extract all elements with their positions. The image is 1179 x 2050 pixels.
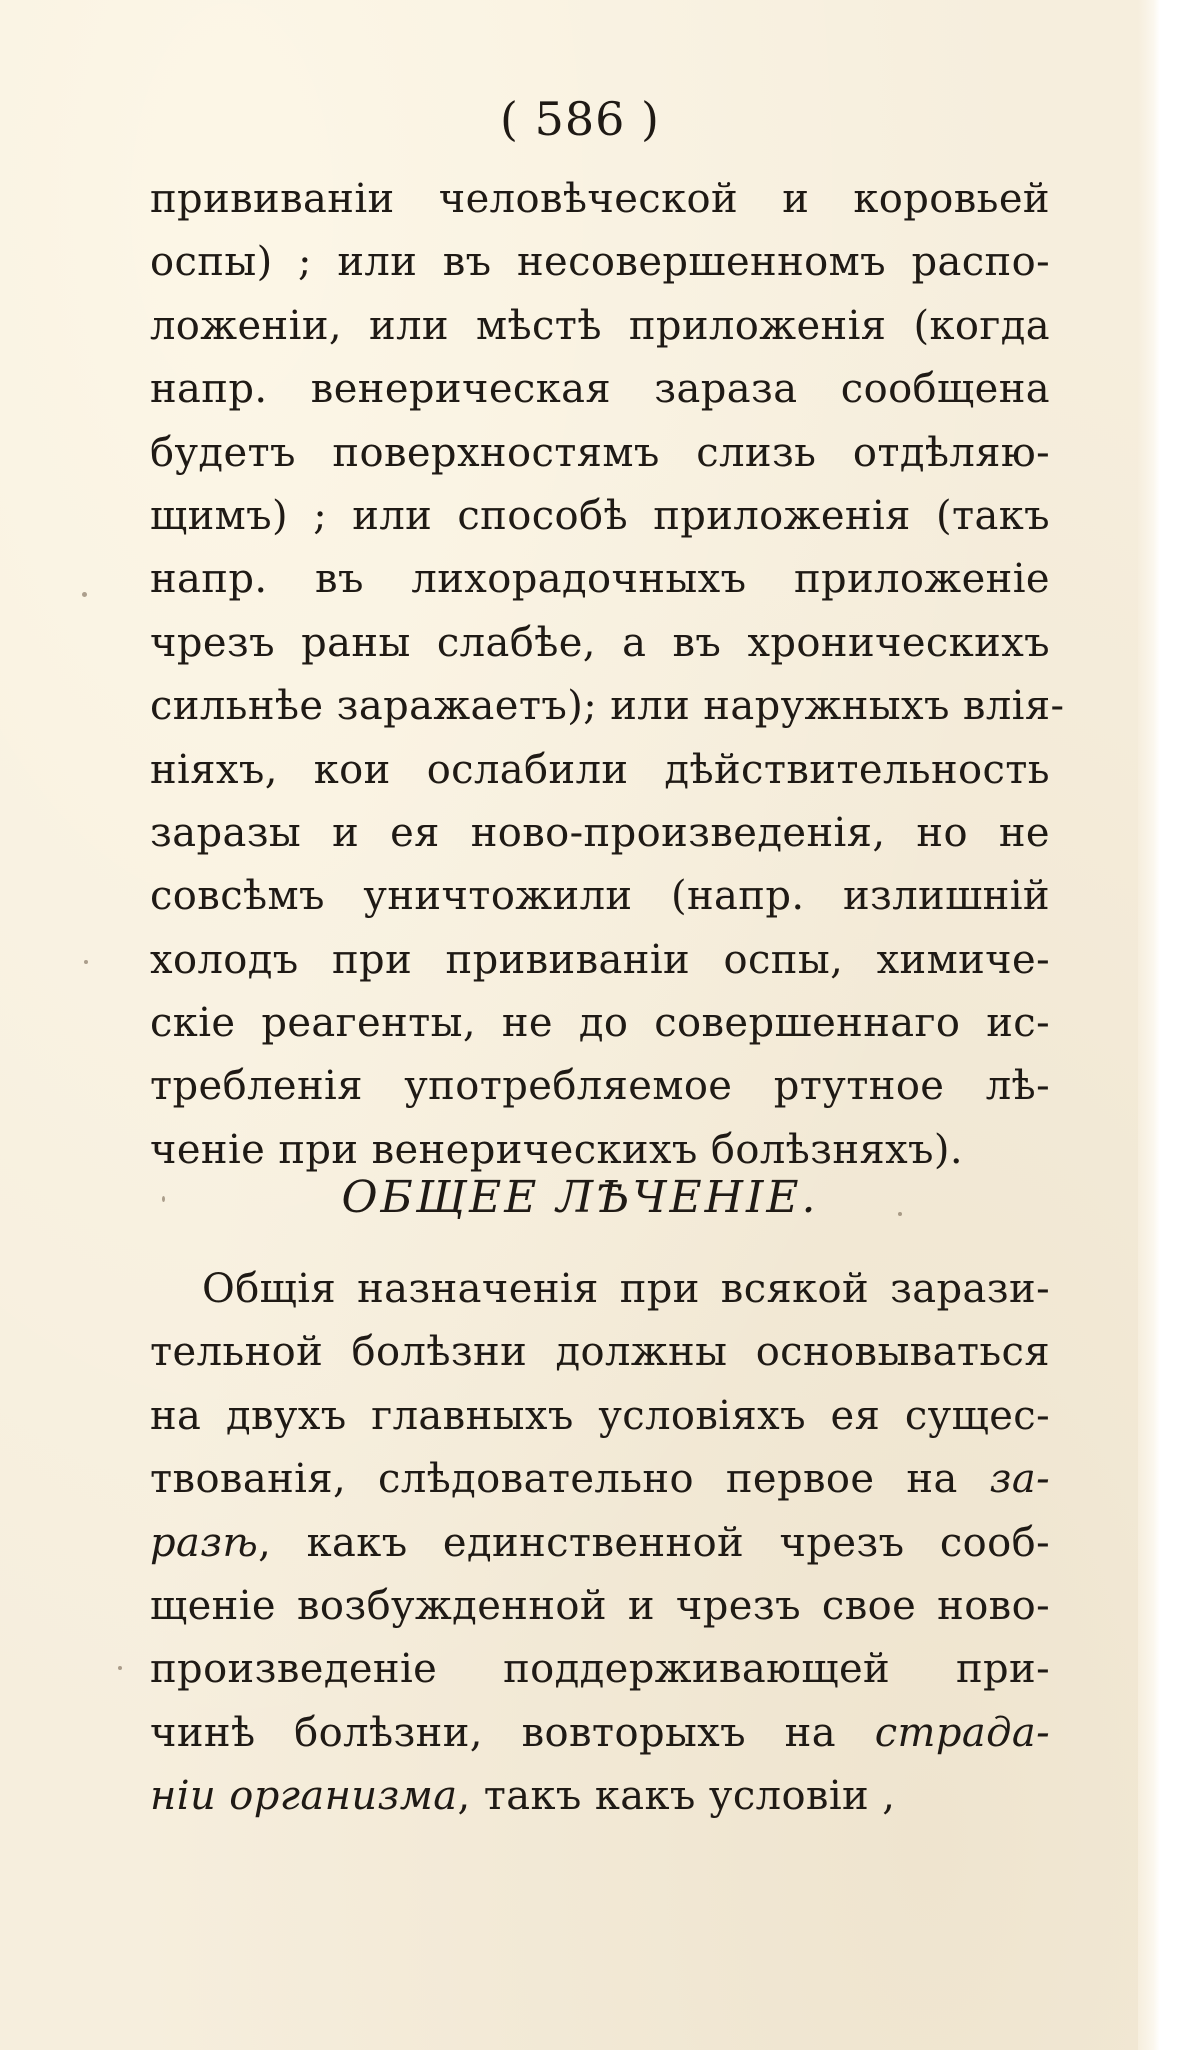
text-line bbox=[150, 1765, 1050, 1828]
paragraph-general-treatment bbox=[150, 1258, 1050, 1829]
text-line bbox=[150, 1385, 1050, 1448]
print-speck bbox=[898, 1212, 902, 1216]
text-segment: ченiе при венерическихъ болѣзняхъ). bbox=[150, 1126, 964, 1173]
text-segment: твованiя, слѣдовательно первое на bbox=[150, 1456, 990, 1503]
italic-text: страда- bbox=[874, 1709, 1050, 1756]
text-line bbox=[150, 231, 1050, 294]
print-speck bbox=[82, 592, 87, 597]
text-line bbox=[150, 1321, 1050, 1384]
text-segment: на двухъ главныхъ условiяхъ ея сущес- bbox=[150, 1392, 1050, 1439]
text-segment: оспы) ; или въ несовершенномъ распо- bbox=[150, 239, 1050, 286]
text-segment: чинѣ болѣзни, вовторыхъ на bbox=[150, 1709, 875, 1756]
text-segment: чрезъ раны слабѣе, а въ хроническихъ bbox=[150, 619, 1050, 666]
text-segment: нiяхъ, кои ослабили дѣйствительность bbox=[150, 746, 1050, 793]
text-segment: щимъ) ; или способѣ приложенiя (такъ bbox=[150, 492, 1050, 539]
text-line bbox=[150, 992, 1050, 1055]
text-line bbox=[150, 675, 1065, 738]
text-segment: напр. въ лихорадочныхъ приложенiе bbox=[150, 556, 1050, 603]
print-speck bbox=[162, 1196, 165, 1202]
text-line bbox=[150, 865, 1050, 928]
text-segment: щенiе возбужденной и чрезъ свое ново- bbox=[150, 1582, 1050, 1629]
text-line bbox=[150, 612, 1050, 675]
text-segment: прививанiи человѣческой и коровьей bbox=[150, 176, 1050, 222]
text-line bbox=[150, 1512, 1050, 1575]
text-line bbox=[150, 548, 1050, 611]
text-segment: холодъ при прививанiи оспы, химиче- bbox=[150, 936, 1050, 983]
text-line bbox=[150, 1055, 1050, 1118]
italic-text: разѣ bbox=[150, 1519, 259, 1566]
print-speck bbox=[118, 1666, 122, 1670]
text-segment: напр. венерическая зараза сообщена bbox=[150, 366, 1050, 413]
page-number: ( 586 ) bbox=[500, 92, 660, 146]
section-heading: ОБЩЕЕ ЛѢЧЕНIЕ. bbox=[341, 1172, 819, 1223]
text-segment: совсѣмъ уничтожили (напр. излишнiй bbox=[150, 873, 1050, 920]
text-segment: , такъ какъ условiи , bbox=[457, 1773, 896, 1820]
text-segment: скiе реагенты, не до совершеннаго ис- bbox=[150, 1000, 1050, 1047]
text-line bbox=[150, 295, 1050, 358]
italic-text: нiи организма bbox=[150, 1773, 458, 1820]
text-line bbox=[150, 1575, 1050, 1638]
text-segment: требленiя употребляемое ртутное лѣ- bbox=[150, 1063, 1050, 1110]
text-line bbox=[150, 1258, 1050, 1321]
text-line bbox=[150, 485, 1050, 548]
text-line bbox=[150, 1448, 1050, 1511]
text-segment: сильнѣе заражаетъ); или наружныхъ влiя- bbox=[150, 683, 1065, 730]
text-line bbox=[150, 358, 1050, 421]
text-line bbox=[150, 1638, 1050, 1701]
text-segment: тельной болѣзни должны основываться bbox=[150, 1329, 1050, 1376]
text-segment: будетъ поверхностямъ слизь отдѣляю- bbox=[150, 429, 1050, 476]
text-segment: произведенiе поддерживающей при- bbox=[150, 1646, 1050, 1693]
italic-text: за- bbox=[989, 1456, 1050, 1503]
text-segment: заразы и ея ново-произведенiя, но не bbox=[150, 809, 1050, 856]
text-line bbox=[150, 1702, 1050, 1765]
text-line bbox=[150, 929, 1050, 992]
paragraph-continuation bbox=[150, 168, 1065, 1182]
text-segment: ложенiи, или мѣстѣ приложенiя (когда bbox=[150, 302, 1050, 349]
print-speck bbox=[84, 960, 88, 964]
text-line bbox=[150, 802, 1050, 865]
text-segment: , какъ единственной чрезъ сооб- bbox=[258, 1519, 1050, 1566]
page-edge bbox=[1138, 0, 1160, 2050]
text-segment: Общiя назначенiя при всякой зарази- bbox=[202, 1266, 1050, 1312]
text-line bbox=[150, 168, 1050, 231]
text-line bbox=[150, 739, 1050, 802]
text-line bbox=[150, 422, 1050, 485]
